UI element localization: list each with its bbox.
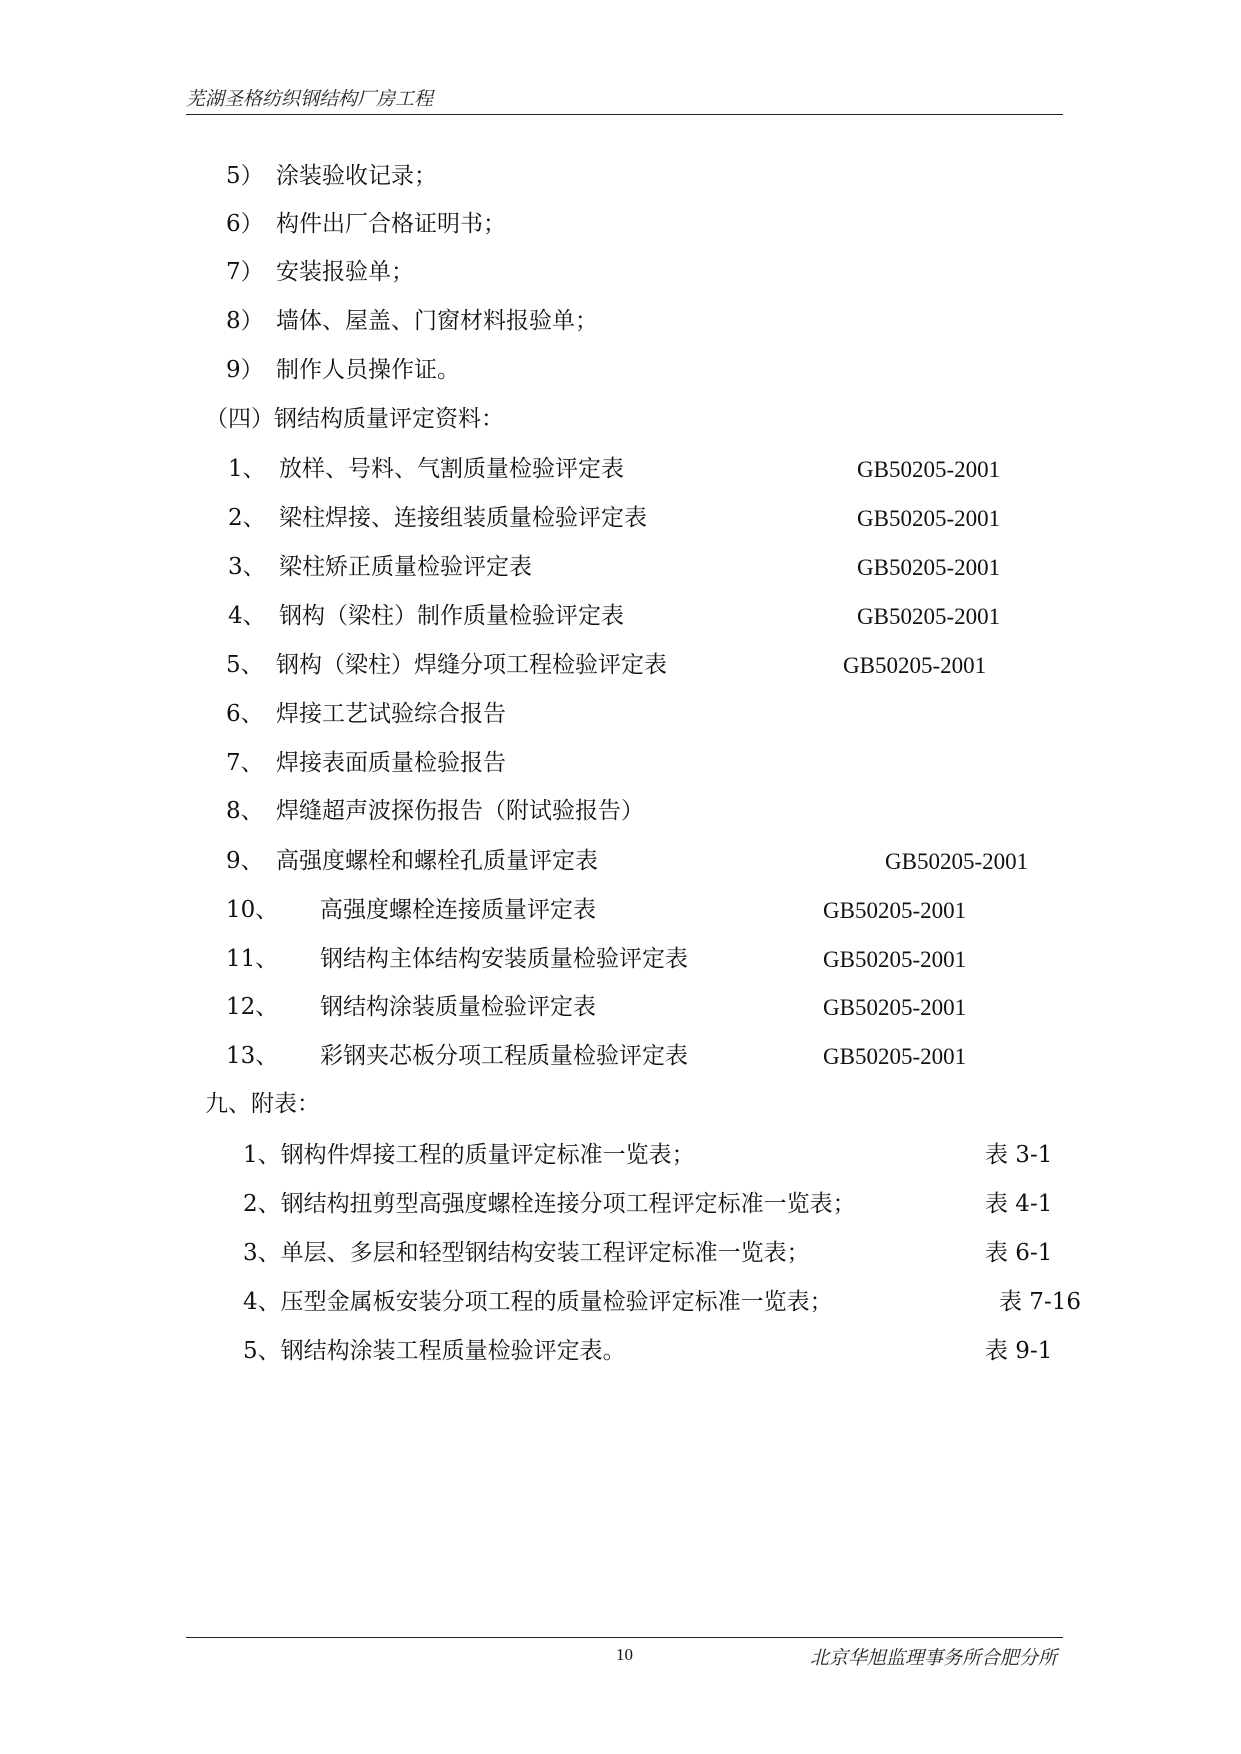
list-item-number: 6） [226,211,264,237]
list-item-text: 钢构（梁柱）焊缝分项工程检验评定表 [276,652,667,678]
list-item-number: 12、 [226,994,279,1020]
list-item-text: 1、钢构件焊接工程的质量评定标准一览表； [243,1142,695,1168]
table-reference: 表 6-1 [985,1240,1053,1266]
list-item-text: 钢结构主体结构安装质量检验评定表 [320,946,688,972]
list-item-text: 构件出厂合格证明书； [276,211,506,237]
list-item-text: 钢结构涂装质量检验评定表 [320,994,596,1020]
list-item-text: 2、钢结构扭剪型高强度螺栓连接分项工程评定标准一览表； [243,1191,856,1217]
list-item-text: 焊缝超声波探伤报告（附试验报告） [276,798,644,824]
list-item-number: 7、 [226,750,264,776]
standard-code: GB50205-2001 [885,849,1029,874]
table-reference: 表 7-16 [999,1289,1081,1315]
standard-code: GB50205-2001 [823,995,967,1020]
section-title: 九、附表： [205,1091,320,1117]
standard-code: GB50205-2001 [857,457,1001,482]
list-item-text: 高强度螺栓和螺栓孔质量评定表 [276,848,598,874]
list-item-number: 2、 [228,505,266,531]
list-item-text: 钢构（梁柱）制作质量检验评定表 [279,603,624,629]
list-item-text: 焊接表面质量检验报告 [276,750,506,776]
table-reference: 表 4-1 [985,1191,1053,1217]
list-item-number: 9、 [226,848,264,874]
list-item-text: 高强度螺栓连接质量评定表 [320,897,596,923]
list-item-text: 墙体、屋盖、门窗材料报验单； [276,308,598,334]
standard-code: GB50205-2001 [857,506,1001,531]
list-item-text: 梁柱矫正质量检验评定表 [279,554,532,580]
standard-code: GB50205-2001 [857,555,1001,580]
list-item-text: 3、单层、多层和轻型钢结构安装工程评定标准一览表； [243,1240,810,1266]
list-item-number: 7） [226,259,264,285]
list-item-text: 5、钢结构涂装工程质量检验评定表。 [243,1338,626,1364]
standard-code: GB50205-2001 [823,898,967,923]
list-item-number: 10、 [226,897,279,923]
header-divider [186,114,1063,115]
list-item-text: 焊接工艺试验综合报告 [276,701,506,727]
list-item-number: 3、 [228,554,266,580]
header-title: 芜湖圣格纺织钢结构厂房工程 [186,88,434,110]
list-item-text: 涂装验收记录； [276,163,437,189]
list-item-number: 5） [226,163,264,189]
list-item-text: 制作人员操作证。 [276,357,460,383]
footer-organization: 北京华旭监理事务所合肥分所 [810,1647,1058,1669]
section-title: （四）钢结构质量评定资料： [205,406,504,432]
standard-code: GB50205-2001 [857,604,1001,629]
list-item-number: 8、 [226,798,264,824]
footer-divider [186,1637,1063,1638]
list-item-text: 彩钢夹芯板分项工程质量检验评定表 [320,1043,688,1069]
list-item-number: 5、 [226,652,264,678]
list-item-number: 13、 [226,1043,279,1069]
list-item-number: 11、 [226,946,279,972]
list-item-number: 8） [226,308,264,334]
list-item-number: 1、 [228,456,266,482]
standard-code: GB50205-2001 [823,1044,967,1069]
standard-code: GB50205-2001 [823,947,967,972]
list-item-text: 4、压型金属板安装分项工程的质量检验评定标准一览表； [243,1289,833,1315]
table-reference: 表 9-1 [985,1338,1053,1364]
list-item-text: 梁柱焊接、连接组装质量检验评定表 [279,505,647,531]
page-number: 10 [616,1645,633,1664]
standard-code: GB50205-2001 [843,653,987,678]
list-item-number: 6、 [226,701,264,727]
list-item-number: 9） [226,357,264,383]
list-item-text: 安装报验单； [276,259,414,285]
list-item-text: 放样、号料、气割质量检验评定表 [279,456,624,482]
table-reference: 表 3-1 [985,1142,1053,1168]
list-item-number: 4、 [228,603,266,629]
